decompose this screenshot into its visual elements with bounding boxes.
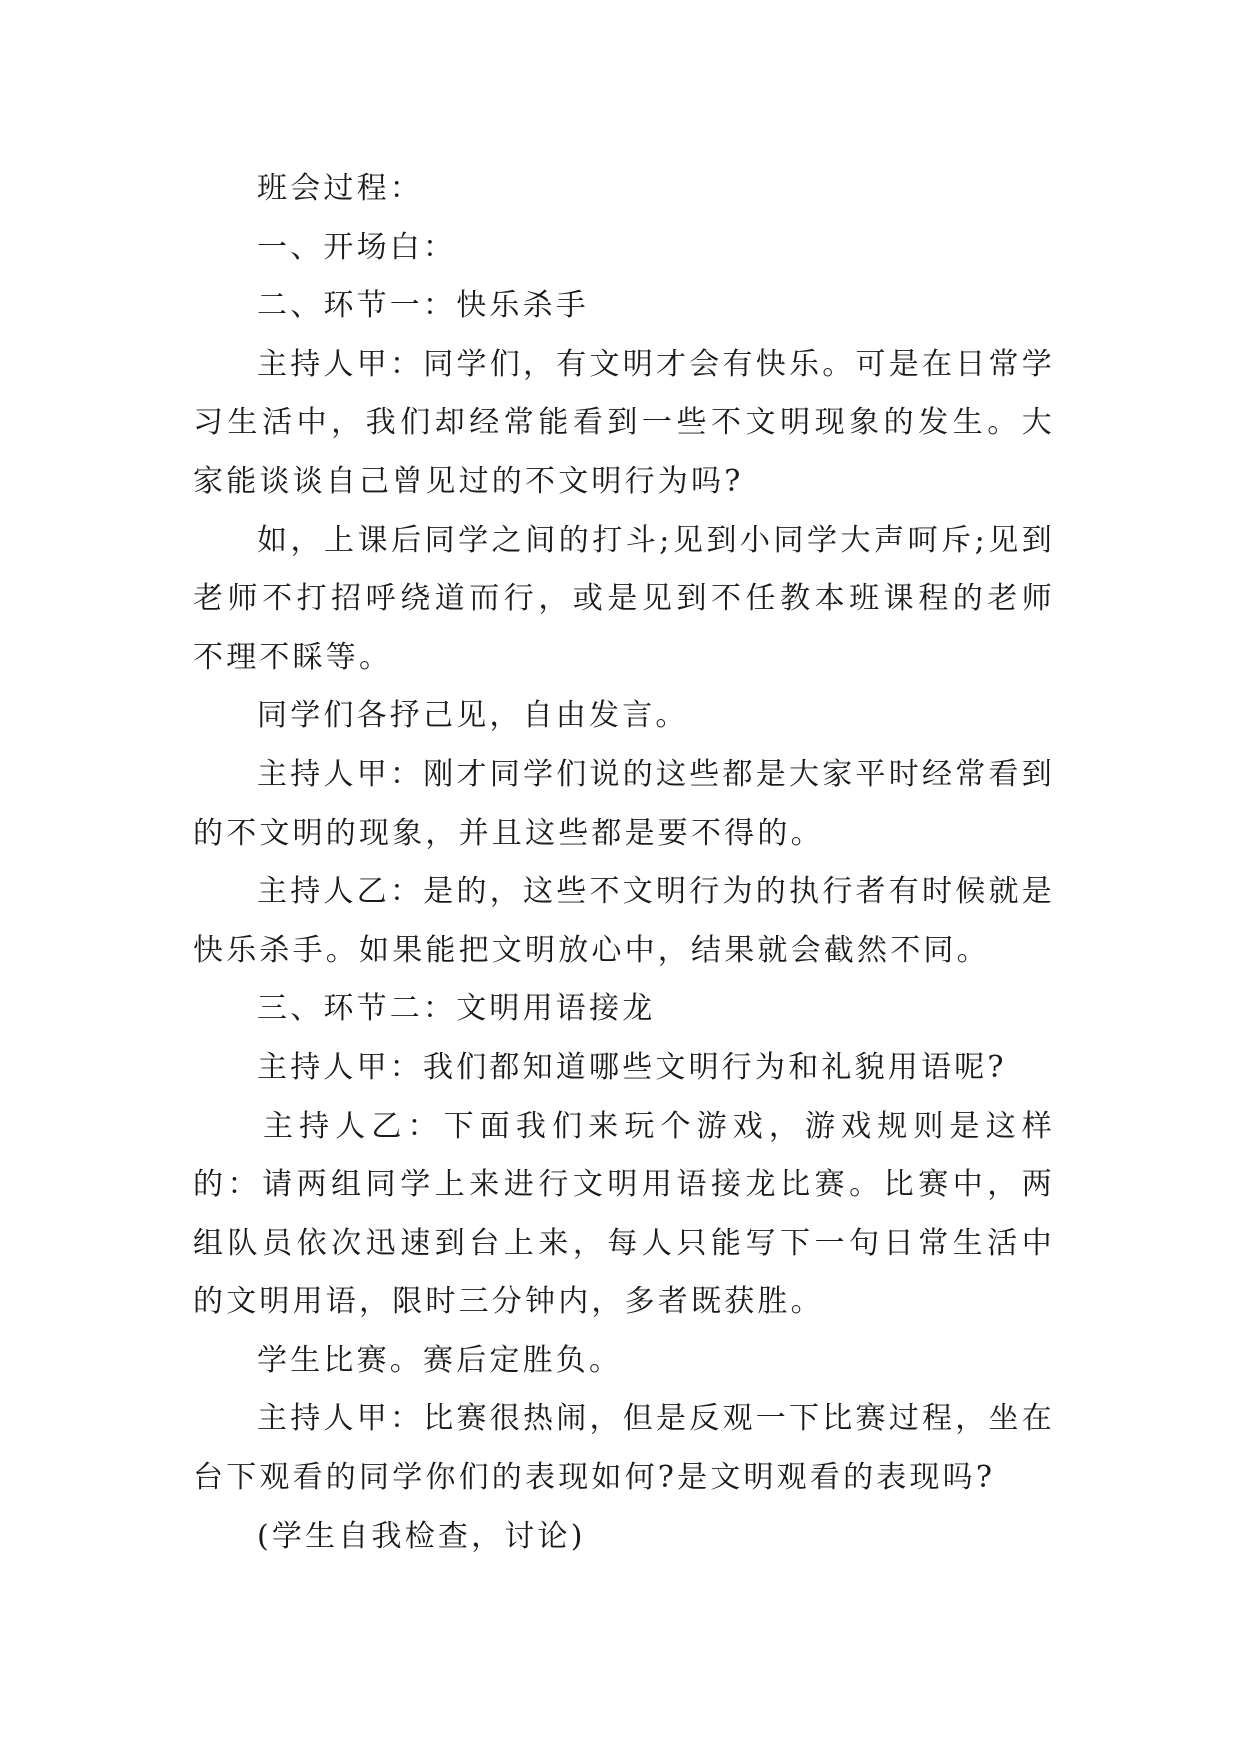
paragraph-section-two-heading: 三、环节二：文明用语接龙 <box>257 991 656 1027</box>
paragraph-host-a-question: 主持人甲：我们都知道哪些文明行为和礼貌用语呢? <box>257 1049 1007 1085</box>
paragraph-process-heading: 班会过程： <box>257 171 423 206</box>
paragraph-host-a-reflection: 主持人甲：比赛很热闹，但是反观一下比赛过程，坐在台下观看的同学你们的表现如何?是文明观看的表现吗? <box>193 1401 1055 1496</box>
paragraph-host-a-summary: 主持人甲：刚才同学们说的这些都是大家平时经常看到的不文明的现象，并且这些都是要不得的。 <box>193 756 1055 851</box>
paragraph-self-check: (学生自我检查，讨论) <box>257 1518 586 1554</box>
paragraph-students-speak: 同学们各抒己见，自由发言。 <box>257 698 689 734</box>
paragraph-host-b-game-rules: 主持人乙：下面我们来玩个游戏，游戏规则是这样的：请两组同学上来进行文明用语接龙比赛。比赛中，两组队员依次迅速到台上来，每人只能写下一句日常生活中的文明用语，限时三分钟内，多者既获胜。 <box>193 1108 1055 1320</box>
paragraph-opening-heading: 一、开场白： <box>257 229 457 265</box>
paragraph-section-one-heading: 二、环节一：快乐杀手 <box>257 288 589 324</box>
paragraph-examples: 如，上课后同学之间的打斗;见到小同学大声呵斥;见到老师不打招呼绕道而行，或是见到不任教本班课程的老师不理不睬等。 <box>193 522 1055 675</box>
paragraph-host-b-reply: 主持人乙：是的，这些不文明行为的执行者有时候就是快乐杀手。如果能把文明放心中，结果就会截然不同。 <box>193 874 1055 968</box>
paragraph-host-a-intro: 主持人甲：同学们，有文明才会有快乐。可是在日常学习生活中，我们却经常能看到一些不文明现象的发生。大家能谈谈自己曾见过的不文明行为吗? <box>193 346 1055 499</box>
paragraph-student-competition: 学生比赛。赛后定胜负。 <box>257 1342 623 1378</box>
document-page <box>193 160 1055 1566</box>
